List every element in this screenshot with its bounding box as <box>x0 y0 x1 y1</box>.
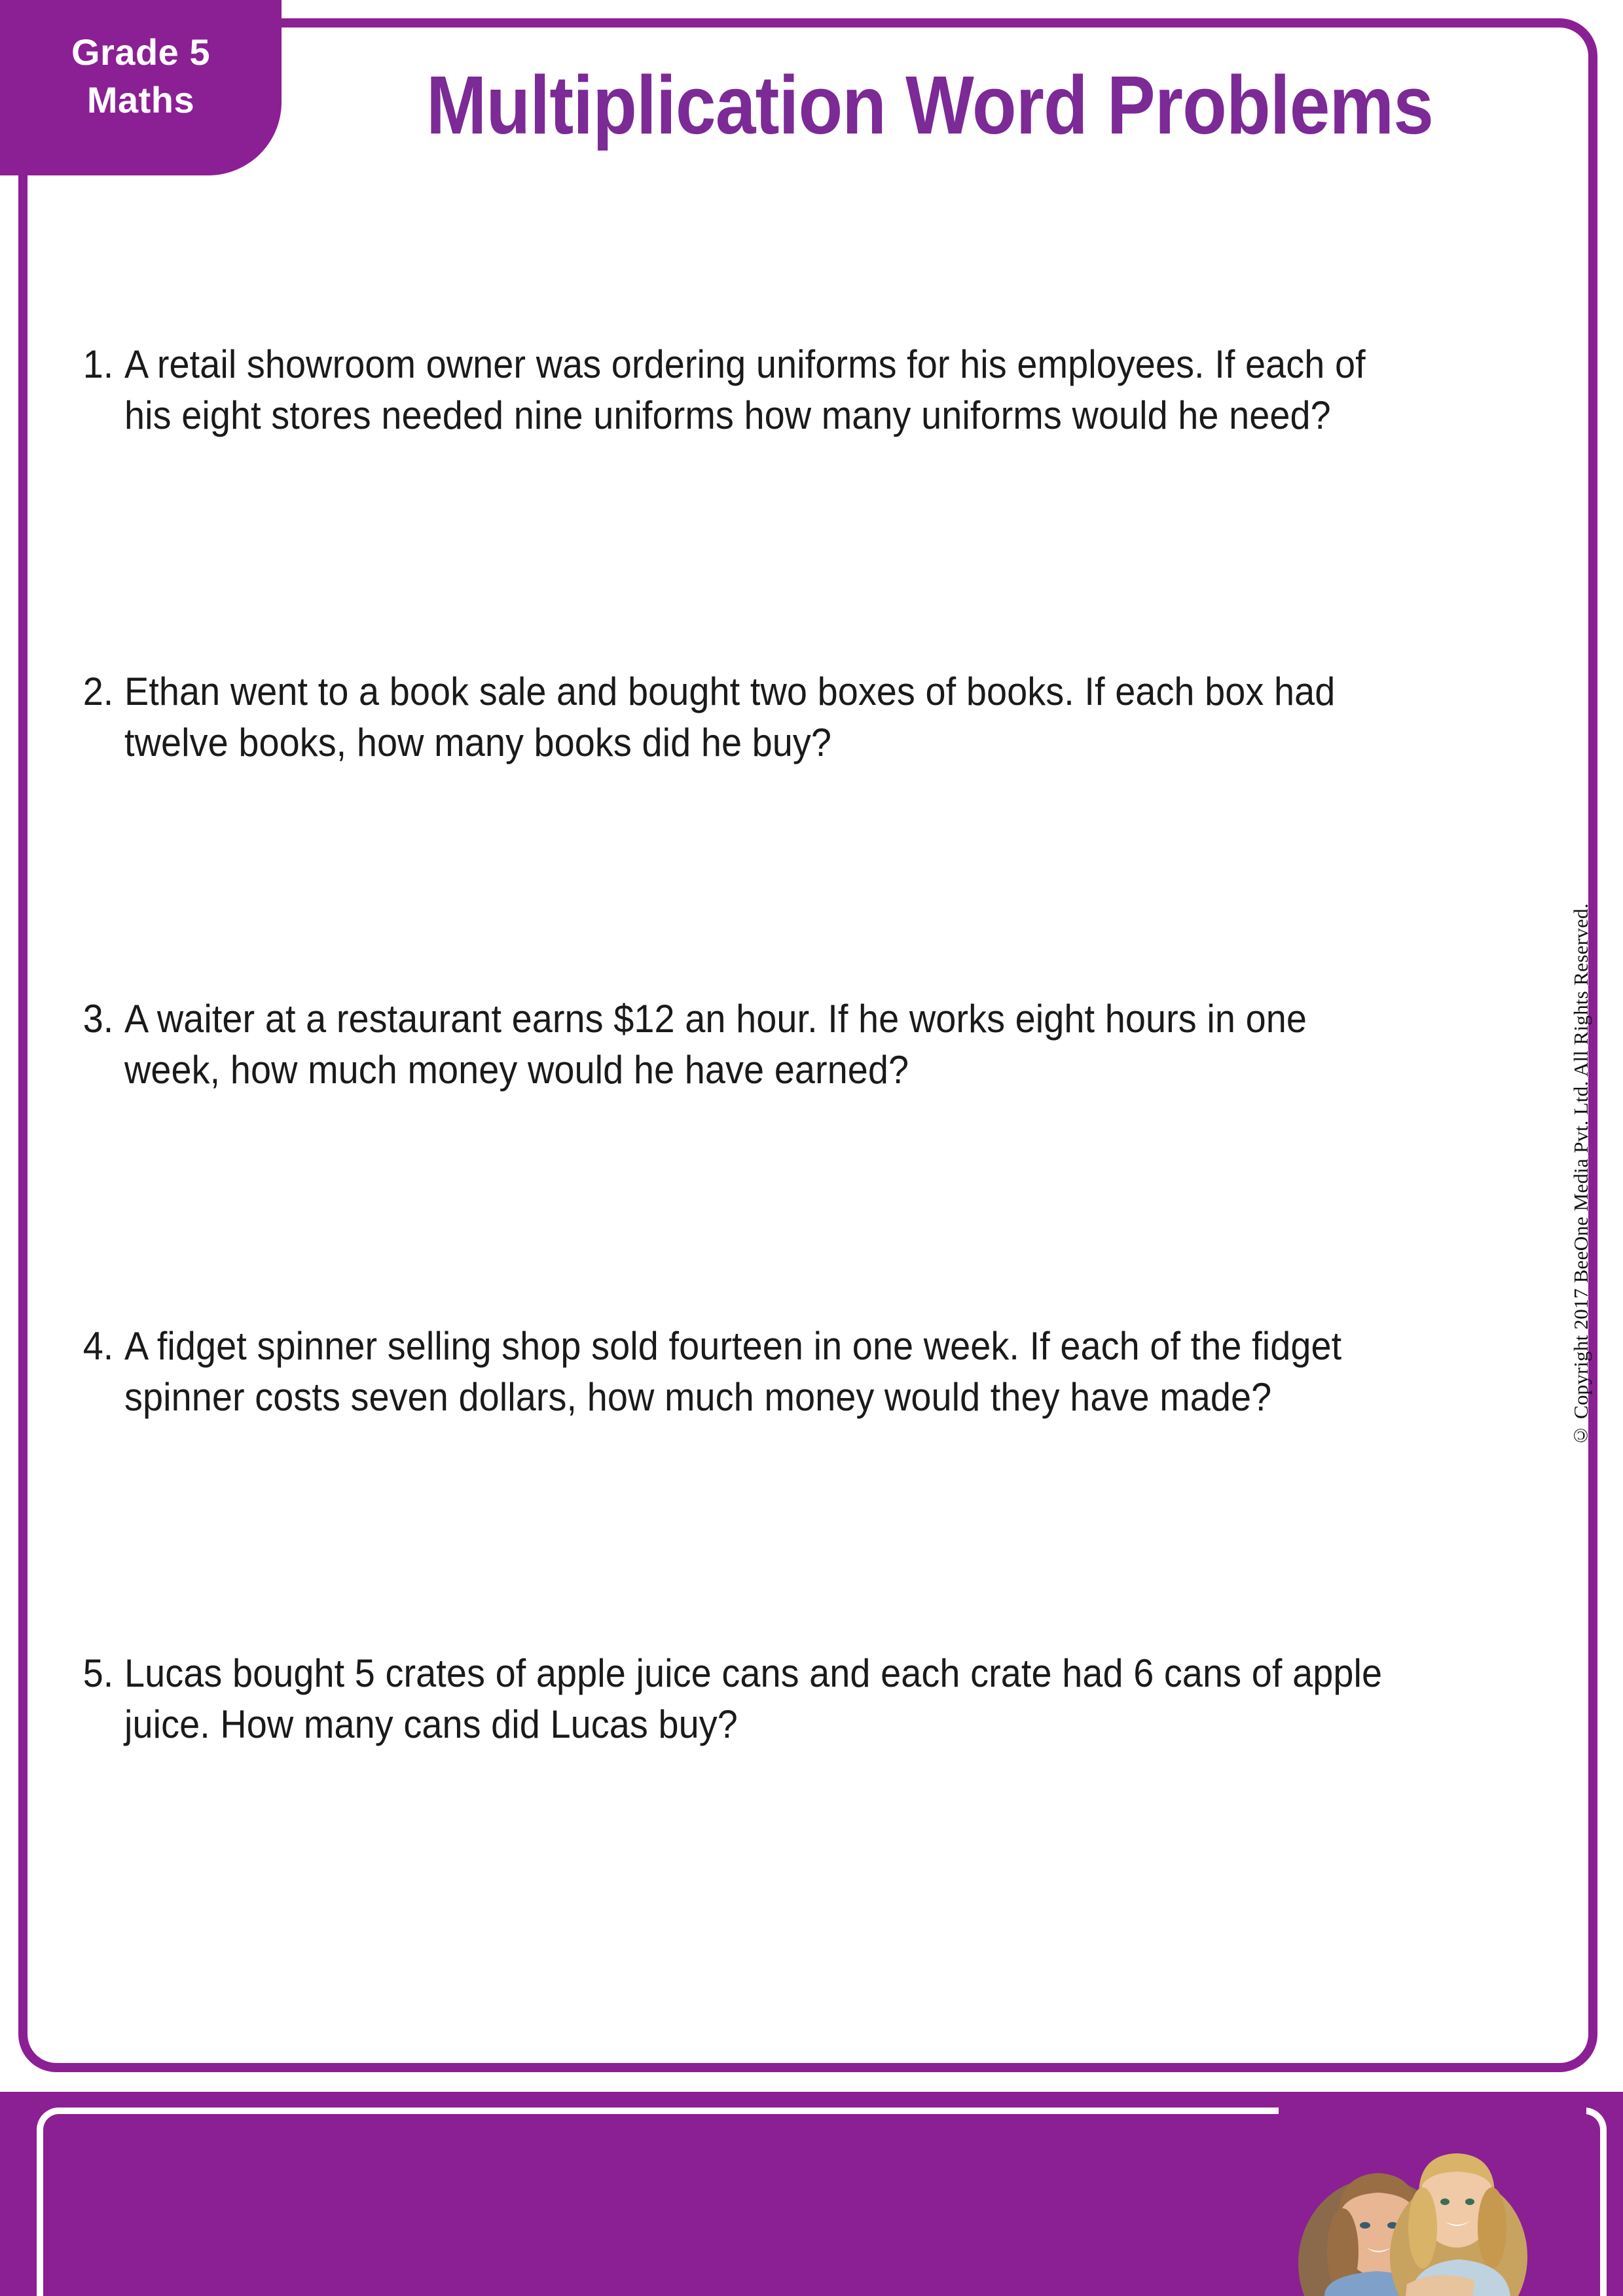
question-text: A retail showroom owner was ordering uniforms for his employees. If each of his eight stores needed nine uniforms how many uniforms would he need? <box>124 342 1366 437</box>
questions-list <box>73 339 1507 1923</box>
question-text: A waiter at a restaurant earns $12 an hour. If he works eight hours in one week, how much money would he have earned? <box>124 997 1307 1092</box>
question-item <box>73 666 1507 994</box>
question-number: 3. <box>82 997 114 1041</box>
question-number: 1. <box>82 342 114 386</box>
family-photo <box>1279 2100 1586 2296</box>
grade-badge-subject: Maths <box>86 79 195 120</box>
page-title: Multiplication Word Problems <box>426 59 1434 151</box>
question-number: 4. <box>82 1324 114 1368</box>
question-text: Ethan went to a book sale and bought two boxes of books. If each box had twelve books, how many books did he buy? <box>124 670 1336 764</box>
question-text: A fidget spinner selling shop sold fourteen in one week. If each of the fidget spinner costs seven dollars, how much money would they have made? <box>124 1324 1342 1419</box>
grade-badge <box>0 0 282 175</box>
question-number: 5. <box>82 1651 114 1695</box>
question-text: Lucas bought 5 crates of apple juice cans and each crate had 6 cans of apple juice. How many cans did Lucas buy? <box>124 1651 1383 1746</box>
question-item <box>73 1321 1507 1648</box>
question-item <box>73 1648 1507 1923</box>
grade-badge-grade: Grade 5 <box>71 31 211 73</box>
question-item <box>73 339 1507 666</box>
copyright-notice: © Copyright 2017 BeeOne Media Pvt. Ltd. All Rights Reserved. <box>1569 903 1592 1448</box>
question-number: 2. <box>82 670 114 713</box>
question-item <box>73 994 1507 1321</box>
footer-bar <box>0 2092 1623 2296</box>
